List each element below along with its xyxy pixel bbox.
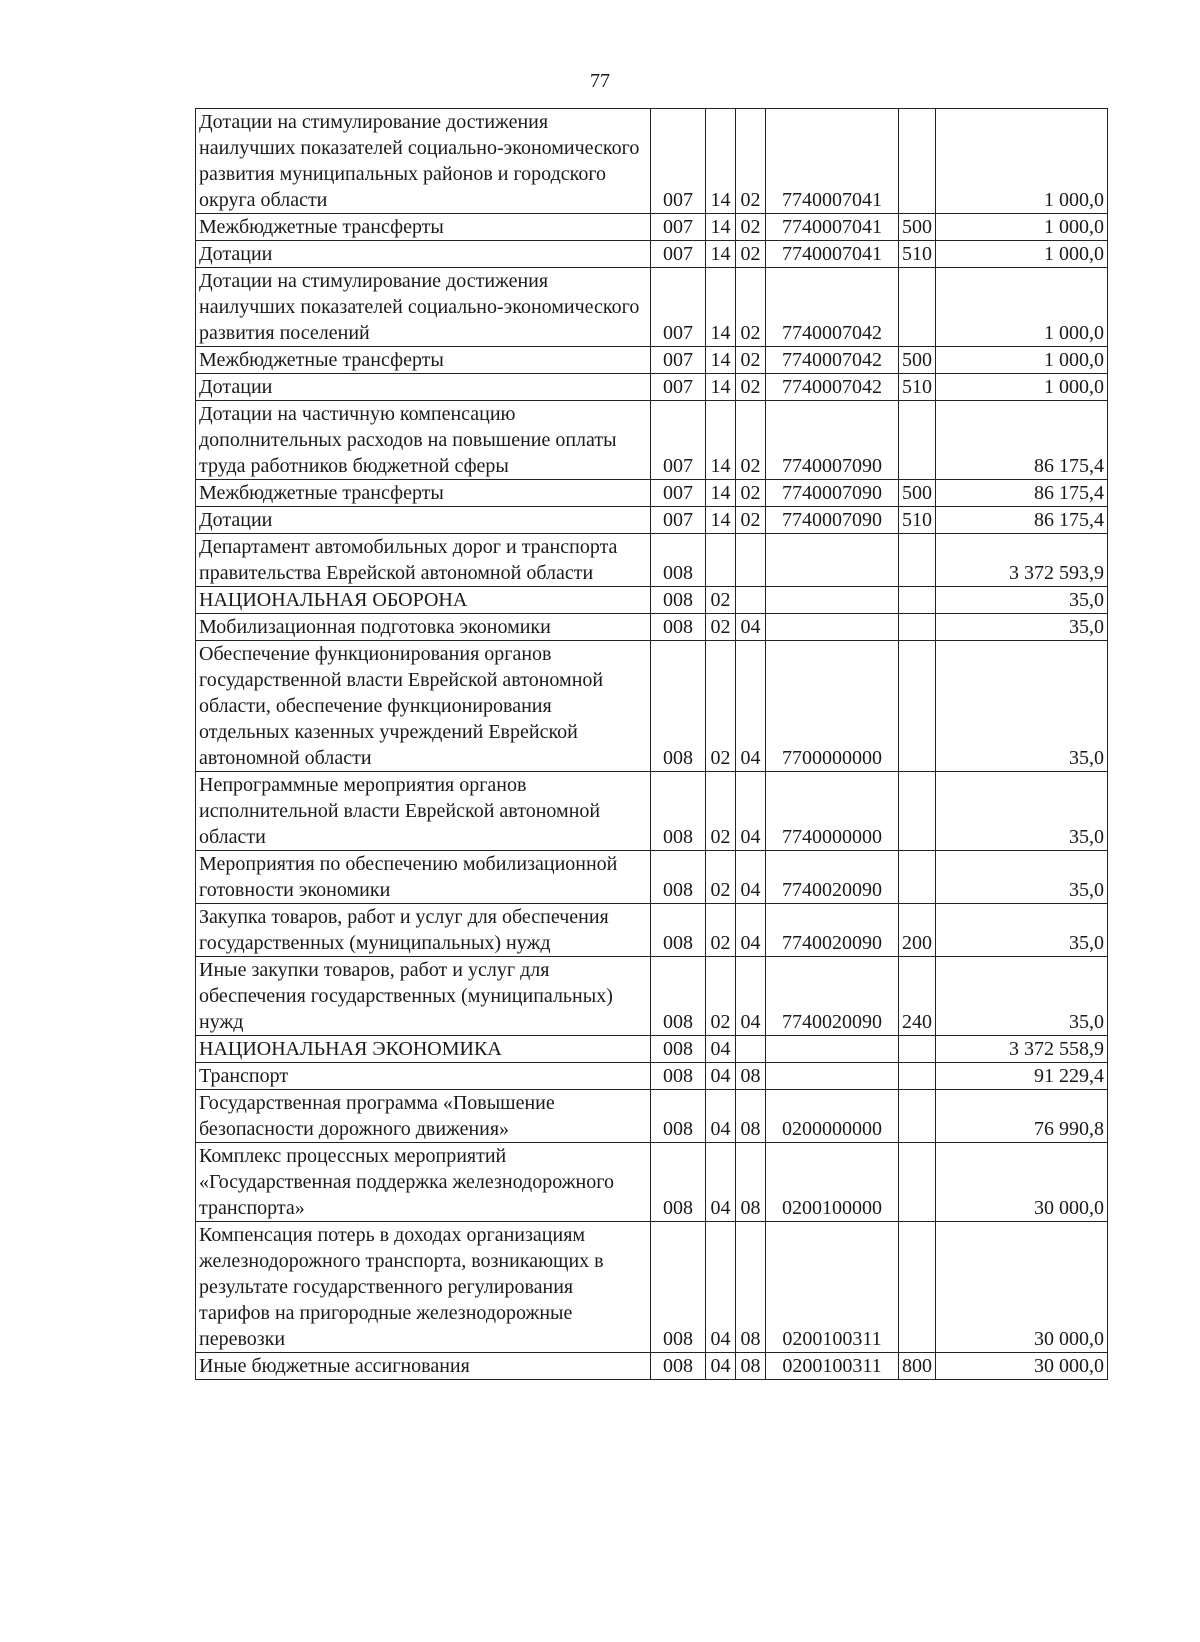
row-ved: 008 — [651, 534, 706, 587]
row-name: Межбюджетные трансферты — [196, 214, 651, 241]
budget-table — [195, 108, 1108, 1380]
table-row — [196, 641, 1108, 772]
row-csr — [766, 614, 899, 641]
row-vr — [899, 109, 936, 214]
row-csr: 0200100000 — [766, 1143, 899, 1222]
row-sum: 30 000,0 — [936, 1353, 1108, 1380]
row-pr: 08 — [736, 1143, 766, 1222]
row-ved: 008 — [651, 1090, 706, 1143]
row-rz: 04 — [706, 1143, 736, 1222]
row-name: Дотации на частичную компенсацию дополнительных расходов на повышение оплаты труда работников бюджетной сферы — [196, 401, 651, 480]
row-vr — [899, 851, 936, 904]
row-rz: 02 — [706, 614, 736, 641]
table-row — [196, 1353, 1108, 1380]
row-ved: 007 — [651, 214, 706, 241]
row-rz: 04 — [706, 1036, 736, 1063]
table-row — [196, 1143, 1108, 1222]
row-pr — [736, 587, 766, 614]
row-pr: 04 — [736, 772, 766, 851]
row-sum: 1 000,0 — [936, 268, 1108, 347]
row-csr — [766, 534, 899, 587]
row-vr — [899, 268, 936, 347]
row-pr: 02 — [736, 507, 766, 534]
row-rz: 02 — [706, 587, 736, 614]
row-ved: 007 — [651, 480, 706, 507]
row-vr: 510 — [899, 374, 936, 401]
row-sum: 35,0 — [936, 851, 1108, 904]
row-name: Дотации на стимулирование достижения наилучших показателей социально-экономического развития муниципальных районов и городского округа области — [196, 109, 651, 214]
table-row — [196, 347, 1108, 374]
row-csr: 7740007090 — [766, 401, 899, 480]
row-vr: 200 — [899, 904, 936, 957]
row-pr: 02 — [736, 480, 766, 507]
row-name: НАЦИОНАЛЬНАЯ ОБОРОНА — [196, 587, 651, 614]
row-name: Мобилизационная подготовка экономики — [196, 614, 651, 641]
table-row — [196, 268, 1108, 347]
row-ved: 008 — [651, 641, 706, 772]
row-sum: 1 000,0 — [936, 347, 1108, 374]
row-sum: 1 000,0 — [936, 374, 1108, 401]
row-ved: 007 — [651, 109, 706, 214]
row-ved: 008 — [651, 587, 706, 614]
row-rz: 02 — [706, 957, 736, 1036]
row-rz: 14 — [706, 347, 736, 374]
row-csr — [766, 1063, 899, 1090]
row-name: НАЦИОНАЛЬНАЯ ЭКОНОМИКА — [196, 1036, 651, 1063]
row-pr: 04 — [736, 614, 766, 641]
table-row — [196, 772, 1108, 851]
row-pr: 08 — [736, 1063, 766, 1090]
row-pr: 02 — [736, 401, 766, 480]
row-rz: 14 — [706, 374, 736, 401]
row-vr — [899, 614, 936, 641]
row-csr: 0200000000 — [766, 1090, 899, 1143]
row-pr: 04 — [736, 851, 766, 904]
row-vr — [899, 401, 936, 480]
table-row — [196, 1090, 1108, 1143]
row-csr: 7740007041 — [766, 214, 899, 241]
row-ved: 008 — [651, 1222, 706, 1353]
row-vr: 510 — [899, 507, 936, 534]
row-rz: 04 — [706, 1353, 736, 1380]
table-row — [196, 401, 1108, 480]
row-rz: 14 — [706, 268, 736, 347]
row-csr — [766, 587, 899, 614]
row-name: Дотации на стимулирование достижения наилучших показателей социально-экономического развития поселений — [196, 268, 651, 347]
row-pr: 02 — [736, 214, 766, 241]
table-row — [196, 1036, 1108, 1063]
row-sum: 35,0 — [936, 957, 1108, 1036]
row-ved: 008 — [651, 1036, 706, 1063]
row-pr: 04 — [736, 904, 766, 957]
row-pr: 08 — [736, 1353, 766, 1380]
row-vr — [899, 1036, 936, 1063]
table-row — [196, 851, 1108, 904]
row-ved: 007 — [651, 347, 706, 374]
row-rz: 14 — [706, 401, 736, 480]
row-csr: 7740007090 — [766, 507, 899, 534]
row-sum: 1 000,0 — [936, 214, 1108, 241]
row-name: Обеспечение функционирования органов государственной власти Еврейской автономной области, обеспечение функционирования отдельных казенных учреждений Еврейской автономной области — [196, 641, 651, 772]
row-pr: 02 — [736, 268, 766, 347]
row-ved: 008 — [651, 772, 706, 851]
table-row — [196, 109, 1108, 214]
row-vr: 500 — [899, 214, 936, 241]
row-sum: 35,0 — [936, 772, 1108, 851]
budget-table-body — [196, 109, 1108, 1380]
row-name: Закупка товаров, работ и услуг для обеспечения государственных (муниципальных) нужд — [196, 904, 651, 957]
row-pr: 04 — [736, 641, 766, 772]
row-sum: 1 000,0 — [936, 109, 1108, 214]
row-sum: 91 229,4 — [936, 1063, 1108, 1090]
row-csr: 7740000000 — [766, 772, 899, 851]
row-rz: 04 — [706, 1222, 736, 1353]
row-name: Межбюджетные трансферты — [196, 480, 651, 507]
row-rz: 02 — [706, 851, 736, 904]
row-sum: 35,0 — [936, 587, 1108, 614]
row-sum: 35,0 — [936, 641, 1108, 772]
row-ved: 008 — [651, 1063, 706, 1090]
row-csr: 7740020090 — [766, 904, 899, 957]
row-sum: 86 175,4 — [936, 507, 1108, 534]
row-sum: 30 000,0 — [936, 1143, 1108, 1222]
row-csr: 7740020090 — [766, 851, 899, 904]
row-pr: 02 — [736, 347, 766, 374]
row-rz: 02 — [706, 904, 736, 957]
row-csr: 0200100311 — [766, 1353, 899, 1380]
row-sum: 35,0 — [936, 904, 1108, 957]
table-row — [196, 1063, 1108, 1090]
row-ved: 008 — [651, 904, 706, 957]
row-name: Дотации — [196, 374, 651, 401]
row-name: Транспорт — [196, 1063, 651, 1090]
table-row — [196, 507, 1108, 534]
row-vr: 500 — [899, 347, 936, 374]
row-vr: 500 — [899, 480, 936, 507]
row-pr — [736, 534, 766, 587]
row-rz: 14 — [706, 241, 736, 268]
row-rz: 04 — [706, 1090, 736, 1143]
row-csr — [766, 1036, 899, 1063]
table-row — [196, 587, 1108, 614]
row-rz: 02 — [706, 641, 736, 772]
row-ved: 008 — [651, 957, 706, 1036]
row-sum: 76 990,8 — [936, 1090, 1108, 1143]
row-pr: 04 — [736, 957, 766, 1036]
row-sum: 3 372 593,9 — [936, 534, 1108, 587]
row-csr: 7740020090 — [766, 957, 899, 1036]
row-name: Мероприятия по обеспечению мобилизационной готовности экономики — [196, 851, 651, 904]
row-ved: 008 — [651, 1353, 706, 1380]
row-name: Иные бюджетные ассигнования — [196, 1353, 651, 1380]
row-name: Дотации — [196, 241, 651, 268]
row-name: Департамент автомобильных дорог и транспорта правительства Еврейской автономной области — [196, 534, 651, 587]
row-csr: 7740007042 — [766, 347, 899, 374]
row-ved: 007 — [651, 507, 706, 534]
row-csr: 7740007090 — [766, 480, 899, 507]
row-name: Дотации — [196, 507, 651, 534]
row-name: Иные закупки товаров, работ и услуг для обеспечения государственных (муниципальных) нужд — [196, 957, 651, 1036]
row-name: Комплекс процессных мероприятий «Государственная поддержка железнодорожного транспорта» — [196, 1143, 651, 1222]
row-vr — [899, 587, 936, 614]
row-pr: 08 — [736, 1222, 766, 1353]
page-number: 77 — [590, 70, 610, 92]
row-pr: 02 — [736, 109, 766, 214]
row-pr: 08 — [736, 1090, 766, 1143]
row-ved: 007 — [651, 374, 706, 401]
row-pr: 02 — [736, 374, 766, 401]
row-vr — [899, 772, 936, 851]
row-pr — [736, 1036, 766, 1063]
row-ved: 008 — [651, 614, 706, 641]
row-csr: 7700000000 — [766, 641, 899, 772]
table-row — [196, 534, 1108, 587]
row-csr: 7740007041 — [766, 109, 899, 214]
row-vr — [899, 1063, 936, 1090]
row-vr: 510 — [899, 241, 936, 268]
row-rz — [706, 534, 736, 587]
row-sum: 86 175,4 — [936, 401, 1108, 480]
row-pr: 02 — [736, 241, 766, 268]
row-ved: 007 — [651, 268, 706, 347]
row-csr: 7740007042 — [766, 268, 899, 347]
table-row — [196, 480, 1108, 507]
row-vr — [899, 534, 936, 587]
table-row — [196, 614, 1108, 641]
table-row — [196, 957, 1108, 1036]
table-row — [196, 374, 1108, 401]
row-vr — [899, 1143, 936, 1222]
row-name: Непрограммные мероприятия органов исполнительной власти Еврейской автономной области — [196, 772, 651, 851]
row-csr: 7740007041 — [766, 241, 899, 268]
row-rz: 14 — [706, 507, 736, 534]
row-ved: 007 — [651, 241, 706, 268]
row-csr: 0200100311 — [766, 1222, 899, 1353]
table-row — [196, 1222, 1108, 1353]
row-ved: 007 — [651, 401, 706, 480]
row-vr — [899, 1222, 936, 1353]
row-rz: 14 — [706, 480, 736, 507]
row-vr — [899, 641, 936, 772]
row-vr — [899, 1090, 936, 1143]
table-row — [196, 904, 1108, 957]
row-sum: 35,0 — [936, 614, 1108, 641]
row-sum: 30 000,0 — [936, 1222, 1108, 1353]
row-name: Компенсация потерь в доходах организациям железнодорожного транспорта, возникающих в результате государственного регулирования тарифов на пригородные железнодорожные перевозки — [196, 1222, 651, 1353]
row-sum: 3 372 558,9 — [936, 1036, 1108, 1063]
row-rz: 02 — [706, 772, 736, 851]
row-ved: 008 — [651, 851, 706, 904]
row-sum: 1 000,0 — [936, 241, 1108, 268]
row-name: Межбюджетные трансферты — [196, 347, 651, 374]
row-sum: 86 175,4 — [936, 480, 1108, 507]
row-rz: 14 — [706, 214, 736, 241]
table-row — [196, 241, 1108, 268]
row-ved: 008 — [651, 1143, 706, 1222]
row-rz: 04 — [706, 1063, 736, 1090]
row-name: Государственная программа «Повышение безопасности дорожного движения» — [196, 1090, 651, 1143]
row-vr: 800 — [899, 1353, 936, 1380]
row-vr: 240 — [899, 957, 936, 1036]
row-rz: 14 — [706, 109, 736, 214]
table-row — [196, 214, 1108, 241]
row-csr: 7740007042 — [766, 374, 899, 401]
